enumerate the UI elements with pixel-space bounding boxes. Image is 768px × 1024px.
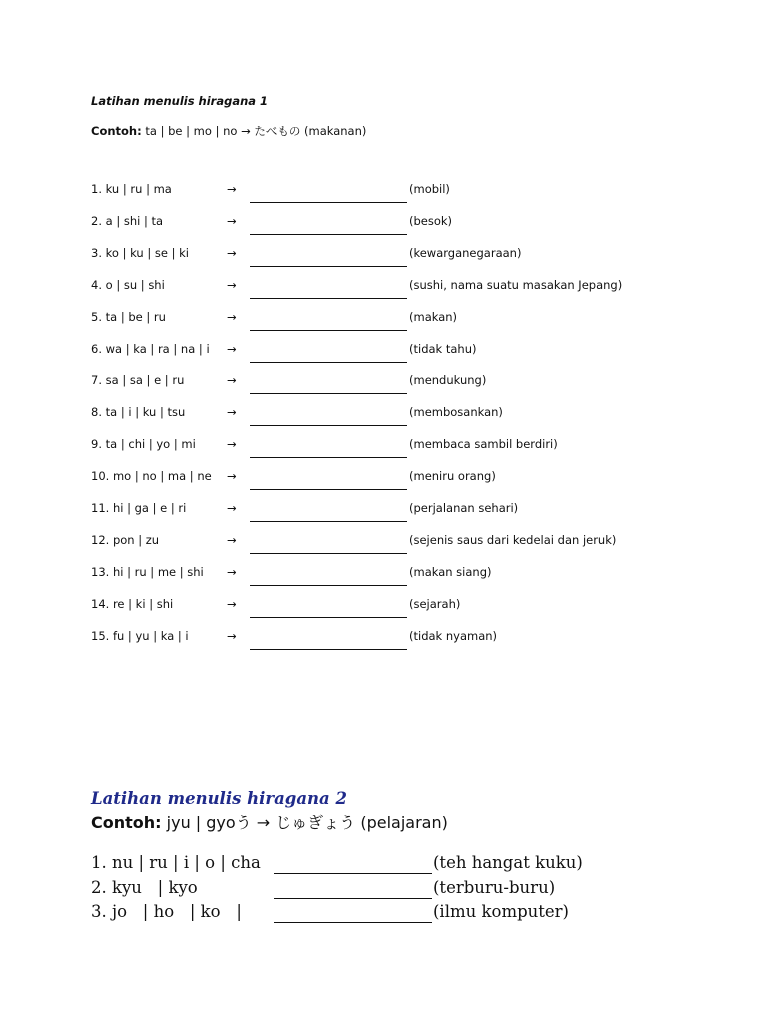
exercise-row xyxy=(0,373,768,405)
answer-blank[interactable] xyxy=(250,266,407,267)
exercise-row xyxy=(0,469,768,501)
romaji-prompt: 12. pon | zu xyxy=(91,532,160,547)
answer-blank[interactable] xyxy=(250,234,407,235)
answer-blank[interactable] xyxy=(250,553,407,554)
answer-blank[interactable] xyxy=(274,898,432,899)
romaji-prompt: 4. o | su | shi xyxy=(91,277,165,292)
romaji-prompt: 11. hi | ga | e | ri xyxy=(91,501,187,515)
romaji-prompt: 6. wa | ka | ra | na | i xyxy=(91,341,210,356)
romaji-prompt: 1. ku | ru | ma xyxy=(91,182,172,196)
romaji-prompt: 9. ta | chi | yo | mi xyxy=(91,437,196,452)
answer-blank[interactable] xyxy=(250,393,407,394)
arrow-icon: → xyxy=(227,245,237,260)
exercise-row xyxy=(0,182,768,214)
meaning-text: (ilmu komputer) xyxy=(433,902,569,922)
answer-blank[interactable] xyxy=(250,330,407,331)
romaji-prompt: 14. re | ki | shi xyxy=(91,596,174,611)
example-text: ta | be | mo | no → たべもの (makanan) xyxy=(145,124,367,138)
meaning-text: (perjalanan sehari) xyxy=(409,501,519,515)
romaji-prompt: 7. sa | sa | e | ru xyxy=(91,373,185,388)
arrow-icon: → xyxy=(227,469,237,484)
exercise-row xyxy=(0,405,768,437)
meaning-text: (makan) xyxy=(409,309,458,324)
answer-blank[interactable] xyxy=(250,202,407,203)
meaning-text: (kewarganegaraan) xyxy=(409,245,522,260)
arrow-icon: → xyxy=(227,437,237,452)
arrow-icon: → xyxy=(227,405,237,420)
answer-blank[interactable] xyxy=(250,425,407,426)
meaning-text: (sejenis saus dari kedelai dan jeruk) xyxy=(409,532,617,547)
meaning-text: (besok) xyxy=(409,213,453,228)
answer-blank[interactable] xyxy=(250,617,407,618)
exercise-row xyxy=(0,501,768,533)
meaning-text: (teh hangat kuku) xyxy=(433,853,583,872)
meaning-text: (membosankan) xyxy=(409,405,503,420)
romaji-prompt: 2. kyu | kyo xyxy=(91,877,198,897)
exercise-row xyxy=(0,437,768,469)
answer-blank[interactable] xyxy=(250,362,407,363)
meaning-text: (mendukung) xyxy=(409,373,487,388)
romaji-prompt: 5. ta | be | ru xyxy=(91,309,166,324)
answer-blank[interactable] xyxy=(250,649,407,650)
answer-blank[interactable] xyxy=(250,457,407,458)
romaji-prompt: 1. nu | ru | i | o | cha xyxy=(91,853,261,872)
arrow-icon: → xyxy=(227,373,237,388)
romaji-prompt: 2. a | shi | ta xyxy=(91,213,164,228)
exercise-row xyxy=(0,853,768,878)
meaning-text: (sushi, nama suatu masakan Jepang) xyxy=(409,277,623,292)
exercise-row xyxy=(0,278,768,310)
exercise-2-example xyxy=(91,810,448,833)
answer-blank[interactable] xyxy=(274,922,432,923)
answer-blank[interactable] xyxy=(250,585,407,586)
answer-blank[interactable] xyxy=(250,298,407,299)
romaji-prompt: 15. fu | yu | ka | i xyxy=(91,628,189,643)
arrow-icon: → xyxy=(227,182,237,196)
exercise-row xyxy=(0,902,768,927)
romaji-prompt: 8. ta | i | ku | tsu xyxy=(91,405,186,420)
romaji-prompt: 10. mo | no | ma | ne xyxy=(91,469,212,484)
meaning-text: (meniru orang) xyxy=(409,469,496,484)
exercise-row xyxy=(0,597,768,629)
answer-blank[interactable] xyxy=(250,489,407,490)
romaji-prompt: 3. ko | ku | se | ki xyxy=(91,245,189,260)
arrow-icon: → xyxy=(227,213,237,228)
arrow-icon: → xyxy=(227,277,237,292)
meaning-text: (terburu-buru) xyxy=(433,877,556,897)
arrow-icon: → xyxy=(227,628,237,643)
example-text: jyu | gyoう → じゅぎょう (pelajaran) xyxy=(166,813,448,832)
exercise-row xyxy=(0,533,768,565)
exercise-row xyxy=(0,565,768,597)
arrow-icon: → xyxy=(227,341,237,356)
example-label: Contoh: xyxy=(91,813,162,832)
exercise-row xyxy=(0,342,768,374)
meaning-text: (makan siang) xyxy=(409,564,492,579)
exercise-1-example xyxy=(91,123,366,139)
arrow-icon: → xyxy=(227,564,237,579)
exercise-row xyxy=(0,214,768,246)
exercise-row xyxy=(0,246,768,278)
romaji-prompt: 13. hi | ru | me | shi xyxy=(91,564,204,579)
arrow-icon: → xyxy=(227,532,237,547)
example-label: Contoh: xyxy=(91,124,142,138)
exercise-1-title: Latihan menulis hiragana 1 xyxy=(91,94,269,108)
exercise-row xyxy=(0,310,768,342)
meaning-text: (membaca sambil berdiri) xyxy=(409,437,558,452)
meaning-text: (tidak tahu) xyxy=(409,341,477,356)
arrow-icon: → xyxy=(227,501,237,515)
exercise-row xyxy=(0,878,768,903)
meaning-text: (mobil) xyxy=(409,182,450,196)
exercise-2-title: Latihan menulis hiragana 2 xyxy=(91,789,347,808)
answer-blank[interactable] xyxy=(274,873,432,874)
answer-blank[interactable] xyxy=(250,521,407,522)
arrow-icon: → xyxy=(227,596,237,611)
arrow-icon: → xyxy=(227,309,237,324)
exercise-row xyxy=(0,629,768,661)
meaning-text: (sejarah) xyxy=(409,596,461,611)
meaning-text: (tidak nyaman) xyxy=(409,628,498,643)
romaji-prompt: 3. jo | ho | ko | xyxy=(91,902,242,922)
